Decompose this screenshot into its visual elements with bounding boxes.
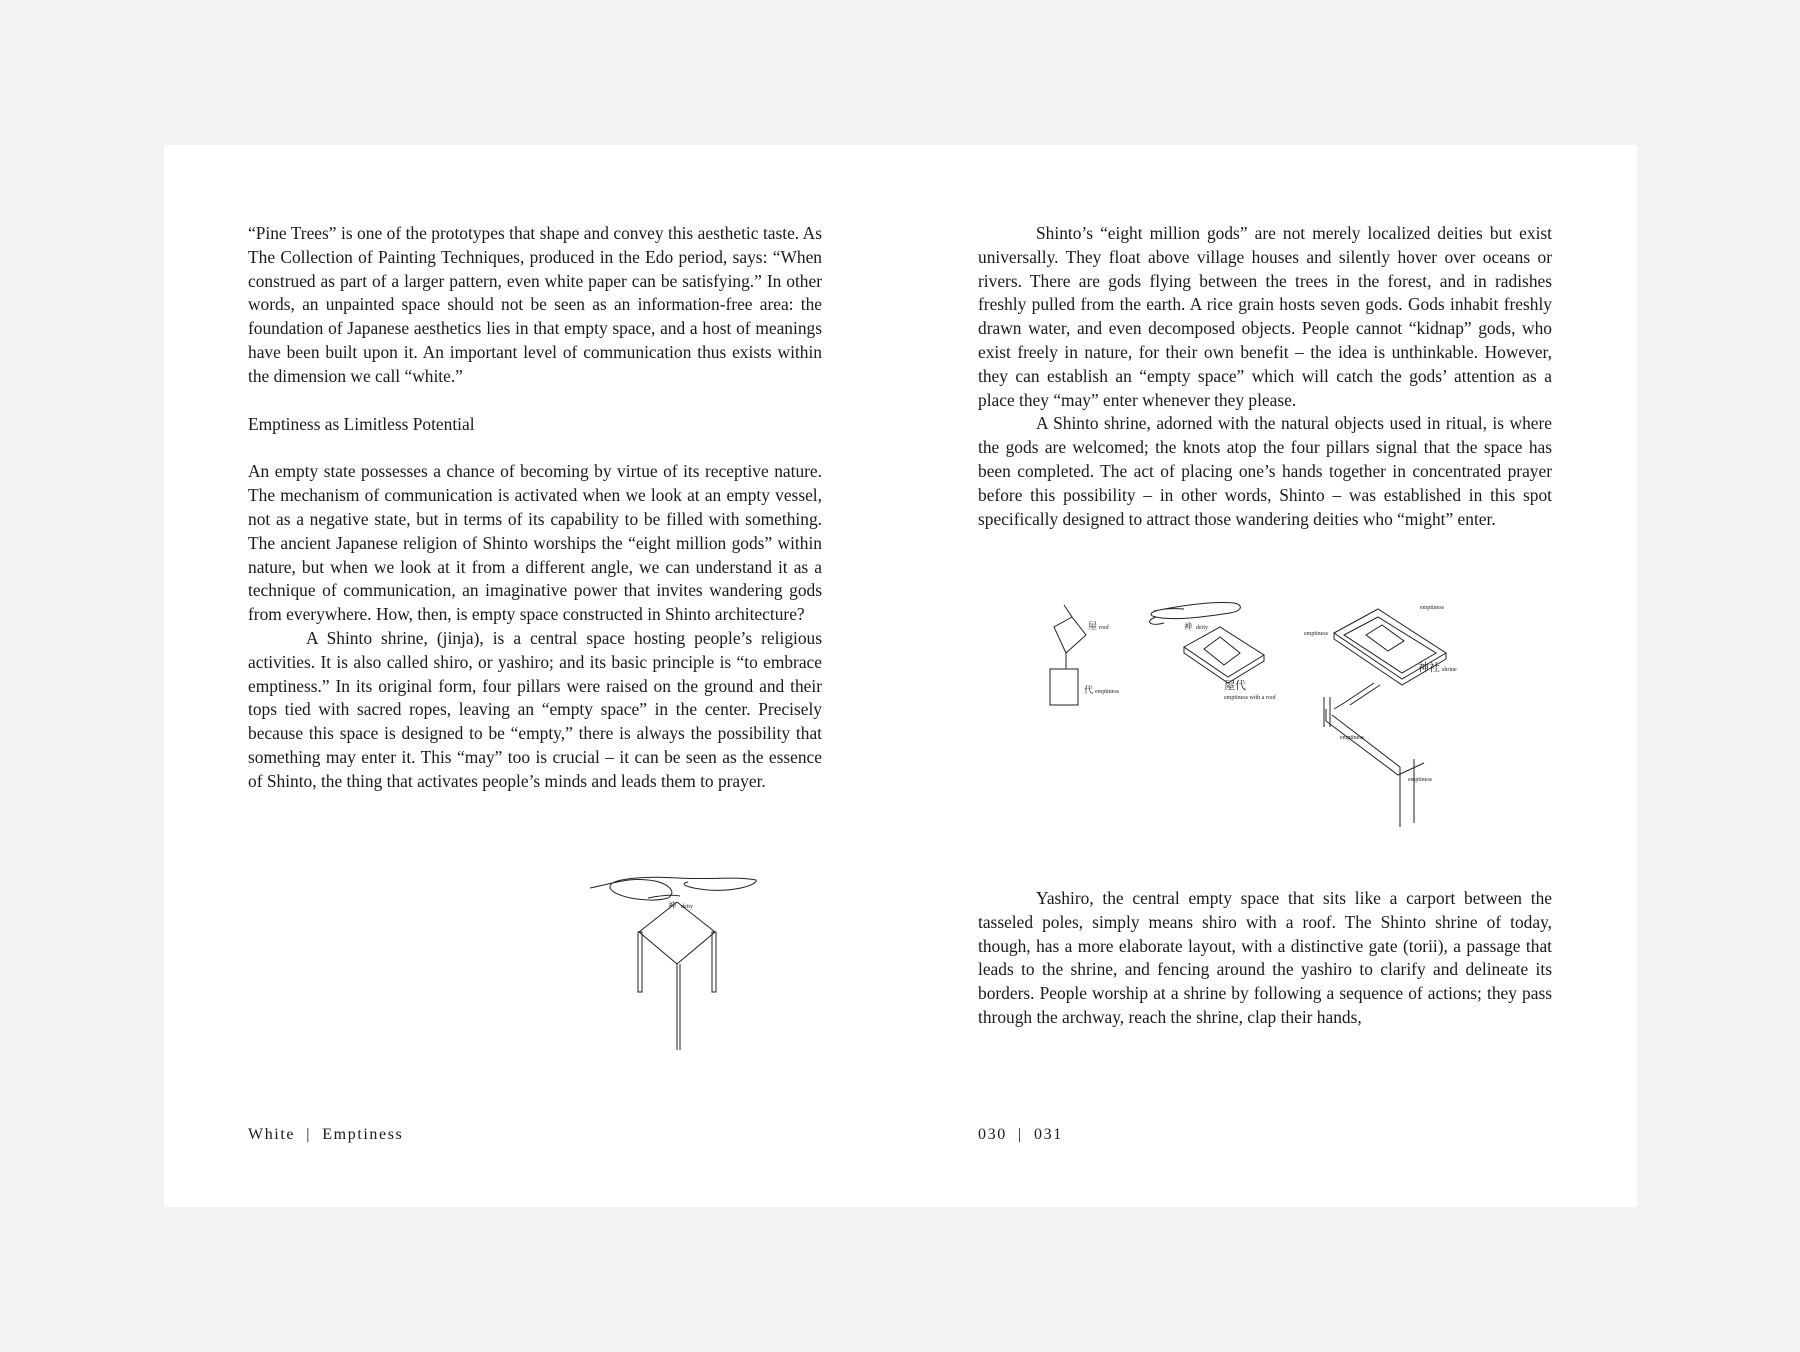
svg-text:shrine: shrine	[1442, 667, 1457, 673]
svg-text:emptiness with a roof: emptiness with a roof	[1224, 695, 1276, 701]
page-numbers: 030 | 031	[978, 1126, 1063, 1143]
right-page-text-lower	[978, 887, 1552, 1030]
svg-text:神: 神	[668, 901, 676, 910]
running-footer-left: White | Emptiness	[248, 1126, 404, 1143]
svg-text:emptiness: emptiness	[1304, 631, 1328, 637]
left-paragraph-3: A Shinto shrine, (jinja), is a central space hosting people’s religious activities. It is also called shiro, or yashiro; and its basic principle is “to embrace emptiness.” In its original form, four pillars were raised on the ground and their tops tied with sacred ropes, leaving an “empty space” in the center. Precisely because this space is designed to be “empty,” there is always the possibility that something may enter it. This “may” too is crucial – it can be seen as the essence of Shinto, the thing that activates people’s minds and leads them to prayer.	[248, 627, 822, 791]
svg-text:deity: deity	[1196, 625, 1208, 631]
svg-text:emptiness: emptiness	[1095, 689, 1119, 695]
svg-text:deity: deity	[681, 904, 693, 910]
shrine-evolution-figure	[1044, 597, 1504, 867]
left-paragraph-1: “Pine Trees” is one of the prototypes that shape and convey this aesthetic taste. As The Collection of Painting Techniques, produced in the Edo period, says: “When construed as part of a larger pattern, even white paper can be satisfying.” In other words, an unpainted space should not be seen as an information-free area: the foundation of Japanese aesthetics lies in that empty space, and a host of meanings have been built upon it. An important level of communication thus exists within the dimension we call “white.”	[248, 223, 822, 386]
pillars-rope-figure	[588, 872, 758, 1052]
svg-text:屋代: 屋代	[1224, 680, 1246, 692]
svg-text:emptiness: emptiness	[1340, 735, 1364, 741]
svg-text:emptiness: emptiness	[1408, 777, 1432, 783]
right-paragraph-2: A Shinto shrine, adorned with the natural objects used in ritual, is where the gods are welcomed; the knots atop the four pillars signal that the space has been completed. The act of placing one’s hands together in concentrated prayer before this possibility – in other words, Shinto – was established in this spot specifically designed to attract those wandering deities who “might” enter.	[978, 413, 1552, 529]
svg-text:神: 神	[1184, 622, 1192, 631]
shrine-evolution-drawing	[1044, 597, 1504, 867]
left-page-text	[248, 222, 822, 794]
svg-text:屋: 屋	[1088, 621, 1098, 631]
svg-text:roof: roof	[1099, 625, 1109, 631]
svg-text:神社: 神社	[1418, 662, 1440, 674]
right-paragraph-3: Yashiro, the central empty space that sits like a carport between the tasseled poles, simply means shiro with a roof. The Shinto shrine of today, though, has a more elaborate layout, with a distinctive gate (torii), a passage that leads to the shrine, and fencing around the yashiro to clarify and delineate its borders. People worship at a shrine by following a sequence of actions; they pass through the archway, reach the shrine, clap their hands,	[978, 888, 1552, 1027]
svg-text:emptiness: emptiness	[1420, 605, 1444, 611]
right-paragraph-1: Shinto’s “eight million gods” are not merely localized deities but exist universally. They float above village houses and silently hover over oceans or rivers. There are gods flying between the trees in the forest, and in radishes freshly pulled from the earth. A rice grain hosts seven gods. Gods inhabit freshly drawn water, and even decomposed objects. People cannot “kidnap” gods, who exist freely in nature, for their own benefit – the idea is unthinkable. However, they can establish an “empty space” which will catch the gods’ attention as a place they “may” enter whenever they please.	[978, 223, 1552, 410]
svg-text:代: 代	[1084, 685, 1094, 695]
pillars-rope-drawing	[588, 872, 758, 1052]
section-heading: Emptiness as Limitless Potential	[248, 413, 475, 434]
left-paragraph-2: An empty state possesses a chance of becoming by virtue of its receptive nature. The mechanism of communication is activated when we look at an empty vessel, not as a negative state, but in terms of its capability to be filled with something. The ancient Japanese religion of Shinto worships the “eight million gods” within nature, but when we look at it from a different angle, we can understand it as a technique of communication, an imaginative power that invites wandering gods from everywhere. How, then, is empty space constructed in Shinto architecture?	[248, 461, 822, 625]
book-spread	[164, 145, 1637, 1207]
right-page-text	[978, 222, 1552, 531]
